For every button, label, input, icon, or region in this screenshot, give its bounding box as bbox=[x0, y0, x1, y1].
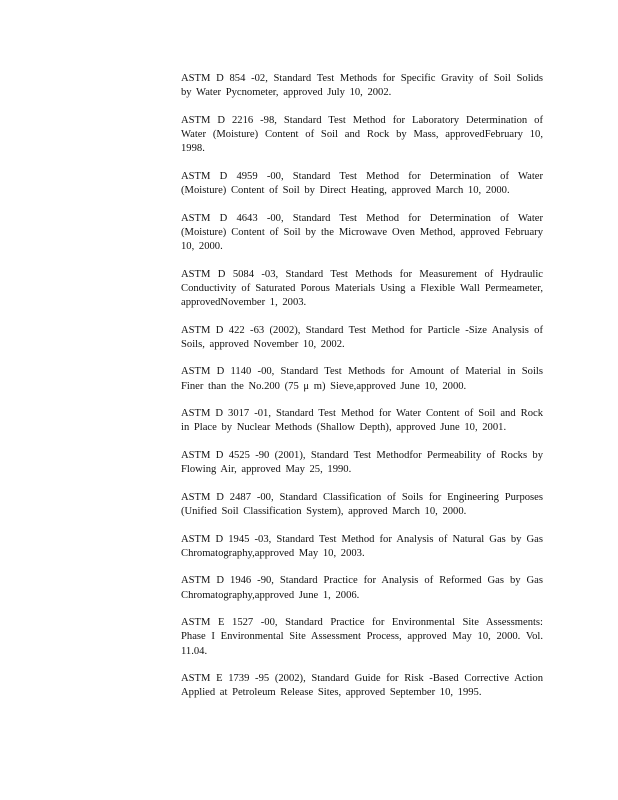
reference-astm-d422: ASTM D 422 -63 (2002), Standard Test Method for Particle -Size Analysis of Soils, approved November 10, 2002. bbox=[181, 324, 543, 350]
reference-astm-e1527: ASTM E 1527 -00, Standard Practice for Environmental Site Assessments: Phase I Environmental Site Assessment Process, approved May 10, 2000. Vol. 11.04. bbox=[181, 617, 543, 657]
reference-astm-d2216: ASTM D 2216 -98, Standard Test Method for Laboratory Determination of Water (Moisture) Content of Soil and Rock by Mass, approvedFebruary 10, 1998. bbox=[181, 114, 543, 155]
reference-astm-d1945: ASTM D 1945 -03, Standard Test Method for Analysis of Natural Gas by Gas Chromatography,approved May 10, 2003. bbox=[181, 533, 543, 559]
reference-astm-d1140: ASTM D 1140 -00, Standard Test Methods for Amount of Material in Soils Finer than the No.200 (75 μ m) Sieve,approved June 10, 2000. bbox=[181, 366, 543, 392]
reference-astm-d3017: ASTM D 3017 -01, Standard Test Method for Water Content of Soil and Rock in Place by Nuclear Methods (Shallow Depth), approved June 10, 2001. bbox=[181, 408, 543, 434]
reference-astm-d4643: ASTM D 4643 -00, Standard Test Method for Determination of Water (Moisture) Content of Soil by the Microwave Oven Method, approved February 10, 2000. bbox=[181, 212, 543, 252]
reference-astm-d854: ASTM D 854 -02, Standard Test Methods for Specific Gravity of Soil Solids by Water Pycnometer, approved July 10, 2002. bbox=[181, 73, 543, 99]
reference-astm-d5084: ASTM D 5084 -03, Standard Test Methods for Measurement of Hydraulic Conductivity of Saturated Porous Materials Using a Flexible Wall Permeameter, approvedNovember 1, 2003. bbox=[181, 268, 543, 308]
reference-astm-e1739: ASTM E 1739 -95 (2002), Standard Guide for Risk -Based Corrective Action Applied at Petroleum Release Sites, approved September 10, 1995. bbox=[181, 673, 543, 699]
reference-astm-d4525: ASTM D 4525 -90 (2001), Standard Test Methodfor Permeability of Rocks by Flowing Air, approved May 25, 1990. bbox=[181, 449, 543, 476]
reference-astm-d2487: ASTM D 2487 -00, Standard Classification of Soils for Engineering Purposes (Unified Soil Classification System), approved March 10, 2000. bbox=[181, 491, 543, 517]
reference-astm-d4959: ASTM D 4959 -00, Standard Test Method for Determination of Water (Moisture) Content of Soil by Direct Heating, approved March 10, 2000. bbox=[181, 170, 543, 196]
reference-list bbox=[181, 72, 543, 714]
reference-astm-d1946: ASTM D 1946 -90, Standard Practice for Analysis of Reformed Gas by Gas Chromatography,approved June 1, 2006. bbox=[181, 575, 543, 601]
